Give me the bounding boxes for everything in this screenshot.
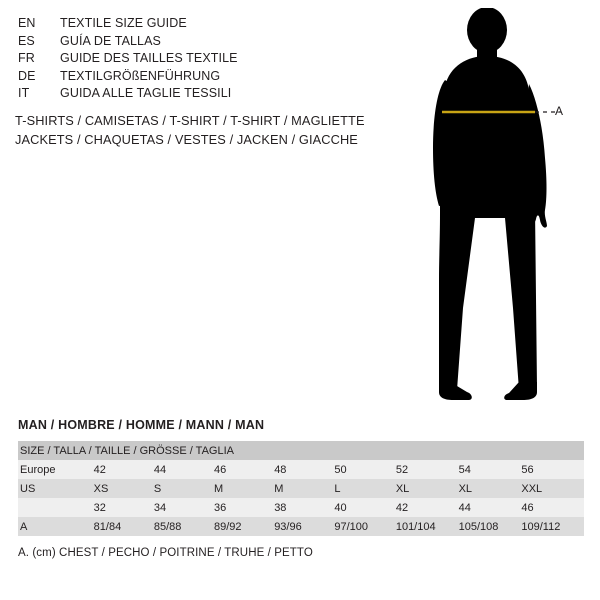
table-header-row bbox=[18, 441, 584, 460]
language-title: TEXTILE SIZE GUIDE bbox=[60, 16, 187, 30]
row-cell: 50 bbox=[334, 463, 347, 476]
row-cell: M bbox=[214, 482, 224, 495]
row-cell: 36 bbox=[214, 501, 227, 514]
row-cell: 101/104 bbox=[395, 520, 436, 533]
row-cell: S bbox=[153, 482, 162, 495]
row-cell: 38 bbox=[274, 501, 287, 514]
row-cell: XXL bbox=[521, 482, 543, 495]
table-row bbox=[18, 517, 584, 536]
row-cell: 44 bbox=[458, 501, 471, 514]
row-cell: 56 bbox=[521, 463, 534, 476]
row-cell: 85/88 bbox=[153, 520, 182, 533]
language-code: EN bbox=[18, 16, 36, 30]
table-group-title: MAN / HOMBRE / HOMME / MANN / MAN bbox=[18, 418, 265, 432]
language-code: DE bbox=[18, 68, 36, 83]
row-cell: 46 bbox=[214, 463, 227, 476]
row-cell: 42 bbox=[93, 463, 106, 476]
row-label bbox=[18, 498, 94, 517]
category-tshirts: T-SHIRTS / CAMISETAS / T-SHIRT / T-SHIRT / MAGLIETTE bbox=[15, 113, 365, 128]
row-cell: 40 bbox=[334, 501, 347, 514]
language-title: TEXTILGRÖßENFÜHRUNG bbox=[60, 68, 221, 83]
language-row bbox=[18, 69, 398, 87]
row-cell: XL bbox=[458, 482, 473, 495]
row-cell: 109/112 bbox=[521, 520, 561, 533]
row-cell: 32 bbox=[93, 501, 106, 514]
table-row bbox=[18, 460, 584, 479]
language-title: GUIDE DES TAILLES TEXTILE bbox=[60, 51, 238, 65]
row-cell: 34 bbox=[153, 501, 167, 514]
male-silhouette-figure bbox=[395, 8, 595, 408]
row-cell: 93/96 bbox=[274, 520, 302, 533]
figure-foot-right bbox=[504, 382, 537, 400]
row-cell: 48 bbox=[274, 463, 287, 476]
row-cell: XS bbox=[93, 482, 109, 495]
table-footnote: A. (cm) CHEST / PECHO / POITRINE / TRUHE / PETTO bbox=[18, 547, 313, 559]
row-cell: 81/84 bbox=[93, 520, 122, 533]
language-row bbox=[18, 86, 398, 104]
row-cell: 97/100 bbox=[334, 520, 369, 533]
size-table bbox=[18, 441, 584, 536]
row-cell: 89/92 bbox=[214, 520, 242, 533]
chest-measure-label: A bbox=[555, 104, 564, 118]
row-cell: 54 bbox=[458, 463, 471, 476]
language-row bbox=[18, 16, 398, 34]
row-cell: 44 bbox=[153, 463, 167, 476]
row-cell: 42 bbox=[395, 501, 409, 514]
category-jackets: JACKETS / CHAQUETAS / VESTES / JACKEN / GIACCHE bbox=[15, 132, 358, 147]
row-cell: M bbox=[274, 482, 284, 495]
language-title: GUIDA ALLE TAGLIE TESSILI bbox=[60, 86, 232, 100]
row-label: A bbox=[20, 520, 28, 533]
language-code: FR bbox=[18, 51, 35, 65]
language-title: GUÍA DE TALLAS bbox=[60, 33, 161, 48]
language-code: IT bbox=[18, 86, 30, 100]
row-label: US bbox=[20, 482, 36, 495]
figure-body bbox=[439, 56, 537, 390]
language-header-block bbox=[18, 16, 398, 104]
garment-category-block bbox=[15, 111, 415, 149]
table-row bbox=[18, 498, 584, 517]
language-row bbox=[18, 34, 398, 52]
row-cell: L bbox=[334, 482, 341, 495]
table-row bbox=[18, 479, 584, 498]
row-cell: 105/108 bbox=[458, 520, 499, 533]
language-row bbox=[18, 51, 398, 69]
row-cell: XL bbox=[395, 482, 410, 495]
row-label: Europe bbox=[20, 463, 56, 476]
table-header-label: SIZE / TALLA / TAILLE / GRÖSSE / TAGLIA bbox=[20, 444, 234, 457]
row-cell: 46 bbox=[521, 501, 534, 514]
row-cell: 52 bbox=[395, 463, 409, 476]
language-code: ES bbox=[18, 33, 35, 48]
